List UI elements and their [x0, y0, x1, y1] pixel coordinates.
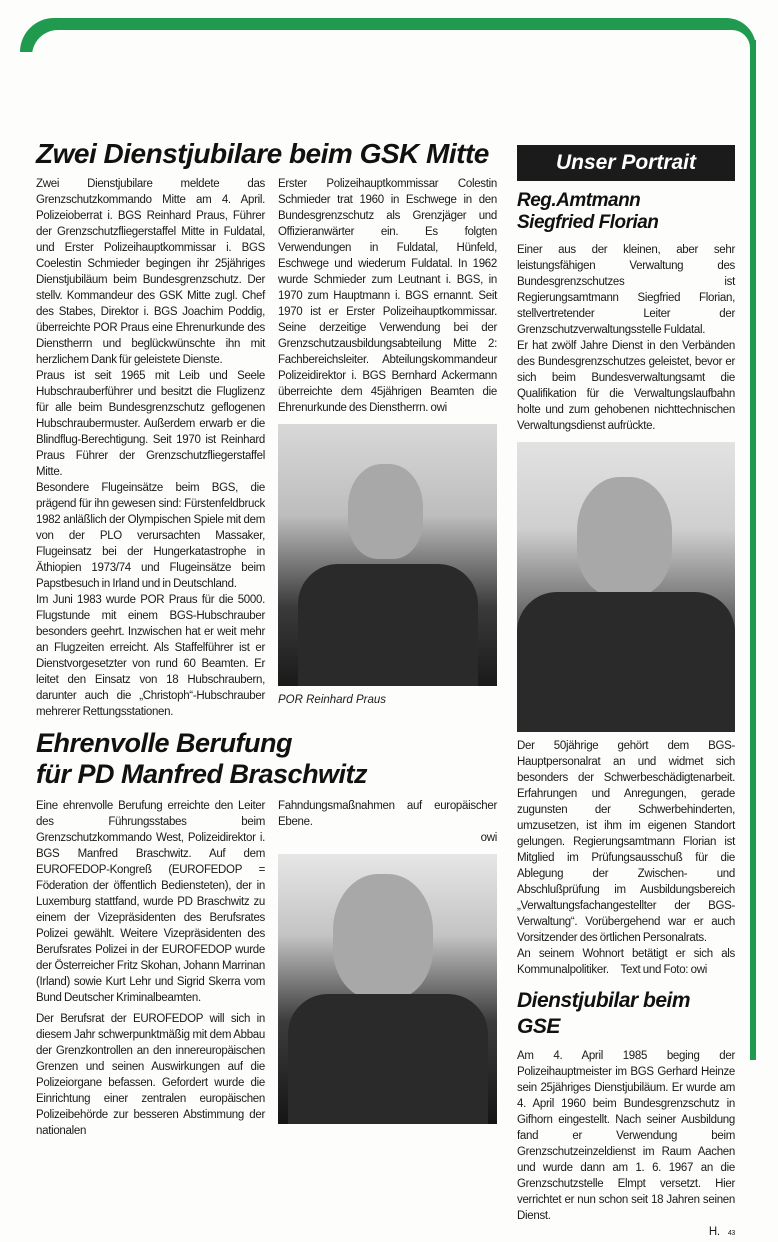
photo-reinhard-praus — [278, 424, 497, 686]
portrait-title-line1: Reg.Amtmann — [517, 190, 641, 211]
article3-title: Dienstjubilar beim GSE — [517, 989, 691, 1038]
article3-text — [517, 1048, 735, 1242]
paragraph: Praus ist seit 1965 mit Leib und Seele Hubschrauberführer und besitzt die Fluglizenz für alle beim Bundesgrenzschutz geflogenen Hubschraubermuster. Außerdem erwarb er die Blindflug-Berechtigung. Seit 1970 ist Reinhard Praus Führer der Grenzschutzfliegerstaffel Mitte. — [36, 370, 265, 478]
right-column — [517, 138, 738, 1242]
article1-columns — [36, 176, 497, 720]
article1-title: Zwei Dienstjubilare beim GSK Mitte — [36, 138, 489, 169]
article2-column1 — [36, 798, 265, 1139]
paragraph: Einer aus der kleinen, aber sehr leistungsfähigen Verwaltung des Bundesgrenzschutzes ist Regierungsamtmann Siegfried Florian, stellvertretender Leiter der Grenzschutzverwaltungsstelle Fuldatal. — [517, 244, 735, 336]
page-number: 43 — [727, 1230, 735, 1237]
article1-column2 — [278, 176, 497, 708]
photo-manfred-braschwitz — [278, 854, 497, 1124]
paragraph: Fahndungsmaßnahmen auf europäischer Ebene. — [278, 800, 497, 828]
article1-column1 — [36, 176, 265, 720]
signature: H. — [708, 1226, 720, 1238]
article2-title-line2: für PD Manfred Braschwitz — [36, 759, 368, 789]
paragraph: Erster Polizeihauptkommissar Colestin Schmieder trat 1960 in Eschwege in den Bundesgrenzschutz als Grenzjäger und Offizieranwärter ein. Es folgten Verwendungen in Fuldatal, Hünfeld, Eschwege und wiederum Fuldatal. In 1962 wurde Schmieder zum Leutnant i. BGS, in 1970 zum Hauptmann i. BGS ernannt. Seit 1970 ist er Erster Polizeihauptkommissar. Seine derzeitige Verwendung bei der Grenzschutzausbildungsabteilung Mitte 2: Fachbereichsleiter. Abteilungskommandeur Polizeidirektor i. BGS Bernhard Ackermann überreichte dem 45jährigen Beamten die Ehrenurkunde des Dienstherrn. owi — [278, 178, 497, 414]
paragraph: Besondere Flugeinsätze beim BGS, die prägend für ihn gewesen sind: Fürstenfeldbruck 1982 anläßlich der Olympischen Spiele mit dem von der PLO verursachten Massaker, Flugeinsatz bei der Hungerkatastrophe in Äthiopien 1973/74 und Flugeinsätze beim Papstbesuch in Irland und in Deutschland. — [36, 482, 265, 590]
article2-columns — [36, 798, 497, 1139]
paragraph: Der 50jährige gehört dem BGS-Hauptpersonalrat an und widmet sich besonders der Schwerbeschädigtenarbeit. Erfahrungen und Anregungen, gerade zugunsten der Schwerbehinderten, umzusetzen, ist ihm im eigenen Standort gelungen. Regierungsamtmann Florian ist Mitglied im Prüfungsausschuß für die Ablegung der Zwischen- und Abschlußprüfung im Ausbildungsbereich „Verwaltungsfachangestellter der BGS-Verwaltung“. Vorübergehend war er auch Vorsitzender des örtlichen Personalrats. — [517, 740, 735, 944]
article2-title — [36, 728, 497, 790]
green-frame-right — [750, 40, 756, 1060]
signature: owi — [480, 832, 497, 844]
paragraph: Eine ehrenvolle Berufung erreichte den Leiter des Führungsstabes beim Grenzschutzkommando West, Polizeidirektor i. BGS Manfred Braschwitz. Auf dem EUROFEDOP-Kongreß (EUROFEDOP = Föderation der öffentlich Bediensteten), der in Luxemburg stattfand, wurde PD Braschwitz zu einem der Vizepräsidenten des Berufsrates Polizei gewählt. Weitere Vizepräsidenten des Berufsrates Polizei in der EUROFEDOP wurde der Österreicher Fritz Skohan, Johann Marrinan (Irland) sowie Kurt Lehr und Sigrid Skerra vom Bund Deutscher Kriminalbeamten. — [36, 800, 265, 1004]
paragraph: Zwei Dienstjubilare meldete das Grenzschutzkommando Mitte am 4. April. Polizeioberrat i. BGS Reinhard Praus, Führer der Grenzschutzfliegerstaffel Mitte in Fuldatal, und Erster Polizeihauptkommissar i. BGS Coelestin Schmieder begingen ihr 25jähriges Dienstjubiläum beim Bundesgrenzschutz. Der stellv. Kommandeur des GSK Mitte zugl. Chef des Stabes, Direktor i. BGS Joachim Poddig, überreichte POR Praus eine Ehrenurkunde des Dienstherrn und beglückwünschte ihn mit herzlichem Dank für geleistete Dienste. — [36, 178, 265, 366]
photo-siegfried-florian — [517, 442, 735, 732]
signature-row — [517, 1224, 735, 1242]
paragraph: Er hat zwölf Jahre Dienst in den Verbänden des Bundesgrenzschutzes geleistet, bevor er sich beim Bundesverwaltungsamt die Qualifikation für die Verwaltungslaufbahn holte und zum gehobenen nichttechnischen Verwaltungsdienst aufrückte. — [517, 340, 735, 432]
paragraph: An seinem Wohnort betätigt er sich als Kommunalpolitiker. Text und Foto: owi — [517, 948, 738, 976]
paragraph: Im Juni 1983 wurde POR Praus für die 5000. Flugstunde mit einem BGS-Hubschrauber besonders geehrt. Inzwischen hat er weit mehr an Flugzeiten erreicht. Als Staffelführer ist er Dienstvorgesetzter von rund 60 Beamten. Er leitet den Einsatz von 18 Hubschraubern, darunter auch die „Christoph“-Hubschrauber mehrerer Rettungsstationen. — [36, 594, 265, 718]
left-block — [36, 138, 497, 1242]
article2-column2 — [278, 798, 497, 1124]
photo-caption: POR Reinhard Praus — [278, 694, 387, 706]
content-layout — [36, 0, 738, 1242]
portrait-text-top — [517, 242, 735, 434]
portrait-text-bottom — [517, 738, 738, 978]
paragraph: Am 4. April 1985 beging der Polizeihauptmeister im BGS Gerhard Heinze sein 25jähriges Dienstjubiläum. Er wurde am 4. April 1960 beim Bundesgrenzschutz in Gifhorn eingestellt. Nach seiner Ausbildung fand er Verwendung beim Grenzschutzeinzeldienst im Raum Aachen und wurde dann am 1. 6. 1967 an die Grenzschutzstelle Elmpt versetzt. Hier verrichtet er nun schon seit 18 Jahren seinen Dienst. — [517, 1050, 735, 1222]
paragraph: Der Berufsrat der EUROFEDOP will sich in diesem Jahr schwerpunktmäßig mit dem Abbau der Grenzkontrollen an den innereuropäischen Grenzen und seinen Auswirkungen auf die Polizeiorgane befassen. Gefordert wurde die Einrichtung einer zentralen europäischen Polizeibehörde zur besseren Abstimmung der nationalen — [36, 1013, 265, 1137]
portrait-title-line2: Siegfried Florian — [517, 212, 659, 233]
portrait-title — [517, 190, 735, 234]
section-label-unser-portrait: Unser Portrait — [517, 145, 735, 181]
article2-title-line1: Ehrenvolle Berufung — [36, 728, 293, 758]
